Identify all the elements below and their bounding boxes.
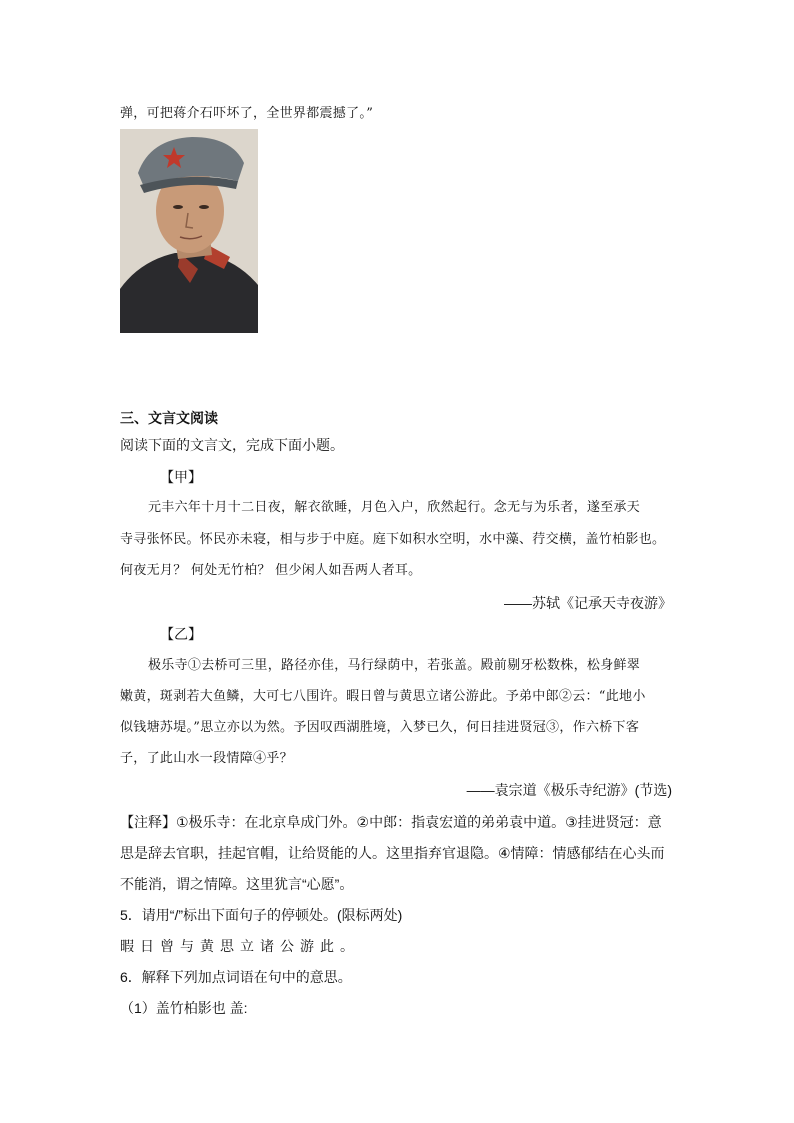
passage-jia-label: 【甲】 (160, 469, 202, 485)
question-6: 6．解释下列加点词语在句中的意思。 (120, 969, 352, 985)
section-title: 三、文言文阅读 (120, 410, 218, 426)
passage-yi-line: 子，了此山水一段情障④乎？ (120, 751, 293, 766)
instruction-text: 阅读下面的文言文，完成下面小题。 (120, 437, 344, 453)
passage-jia-line: 寺寻张怀民。怀民亦未寝，相与步于中庭。庭下如积水空明，水中藻、荇交横，盖竹柏影也。 (120, 532, 666, 547)
top-line: 弹，可把蒋介石吓坏了，全世界都震撼了。” (120, 106, 374, 121)
passage-yi-line: 极乐寺①去桥可三里，路径亦佳，马行绿荫中，若张盖。殿前剔牙松数株，松身鲜翠 (148, 658, 641, 673)
notes-line: 不能消，谓之情障。这里犹言“心愿”。 (120, 876, 354, 892)
passage-yi-line: 嫩黄，斑剥若大鱼鳞，大可七八围许。暇日曾与黄思立诸公游此。予弟中郎②云：“此地小 (120, 689, 646, 704)
question-5: 5．请用“/”标出下面句子的停顿处。(限标两处) (120, 907, 403, 923)
notes-line: 【注释】①极乐寺：在北京阜成门外。②中郎：指袁宏道的弟弟袁中道。③挂进贤冠：意 (120, 814, 662, 830)
passage-yi-label: 【乙】 (160, 626, 202, 642)
portrait-photo (120, 129, 258, 333)
passage-yi-source: ——袁宗道《极乐寺纪游》(节选) (466, 782, 672, 798)
question-6-item-1: （1）盖竹柏影也 盖: (120, 1000, 248, 1016)
passage-jia-line: 何夜无月？ 何处无竹柏？ 但少闲人如吾两人者耳。 (120, 563, 422, 578)
passage-yi-line: 似钱塘苏堤。”思立亦以为然。予因叹西湖胜境，入梦已久，何日挂进贤冠③，作六桥下客 (120, 720, 640, 735)
passage-jia-line: 元丰六年十月十二日夜，解衣欲睡，月色入户，欣然起行。念无与为乐者，遂至承天 (148, 500, 641, 515)
notes-line: 思是辞去官职，挂起官帽，让给贤能的人。这里指弃官退隐。④情障：情感郁结在心头而 (120, 845, 665, 861)
portrait-image (120, 129, 258, 333)
question-5-sentence: 暇日曾与黄思立诸公游此。 (120, 938, 360, 954)
passage-jia-source: ——苏轼《记承天寺夜游》 (504, 595, 672, 611)
